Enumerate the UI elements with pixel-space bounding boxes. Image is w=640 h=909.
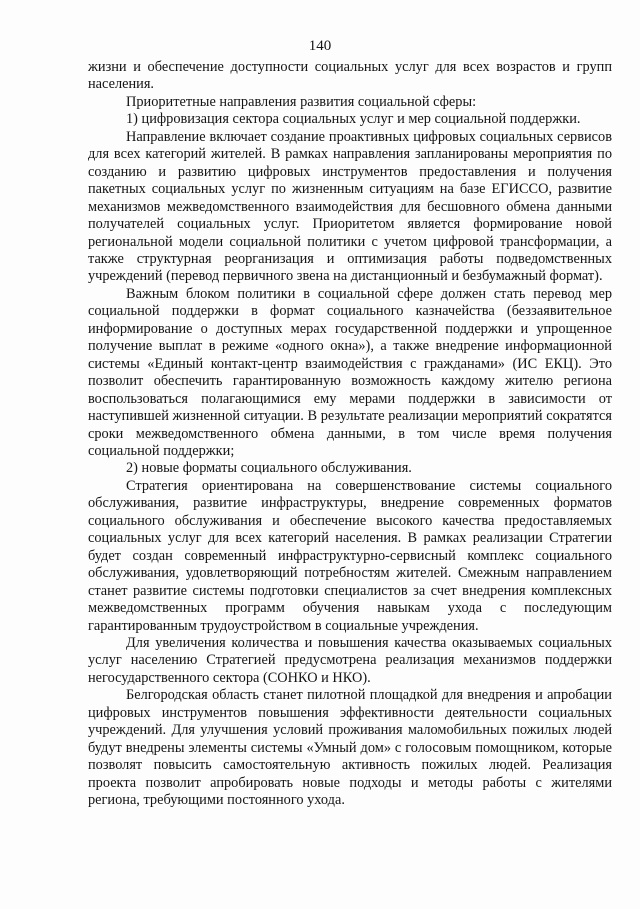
paragraph-item-2-heading: 2) новые форматы социального обслуживания. [126, 460, 412, 477]
paragraph-digital-services: Направление включает создание проактивных цифровых социальных сервисов для всех категорий жителей. В рамках направления запланированы мероприятия по созданию и развитию цифровых инструментов предоставления и получения пакетных социальных услуг по жизненным ситуациям на базе ЕГИССО, развитие механизмов межведомственного взаимодействия для бесшовного обмена данными получателей социальных услуг. Приоритетом является формирование новой региональной модели социальной политики с учетом цифровой трансформации, а также структурная реорганизация и оптимизация работы подведомственных учреждений (перевод первичного звена на дистанционный и безбумажный формат). [88, 128, 612, 285]
paragraph-belgorod-pilot: Белгородская область станет пилотной площадкой для внедрения и апробации цифровых инструментов повышения эффективности деятельности социальных учреждений. Для улучшения условий проживания маломобильных пожилых людей будут внедрены элементы системы «Умный дом» с голосовым помощником, которые позволят повысить самостоятельную активность пожилых людей. Реализация проекта позволит апробировать новые подходы и методы работы с жителями региона, требующими постоянного ухода. [88, 687, 612, 809]
paragraph-item-1-heading: 1) цифровизация сектора социальных услуг и мер социальной поддержки. [126, 111, 581, 128]
paragraph-strategy-services: Стратегия ориентирована на совершенствование системы социального обслуживания, развитие инфраструктуры, внедрение современных форматов социального обслуживания и обеспечение высокого качества предоставляемых социальных услуг для всех категорий населения. В рамках реализации Стратегии будет создан современный инфраструктурно-сервисный комплекс социального обслуживания, удовлетворяющий потребностям жителей. Смежным направлением станет развитие системы подготовки специалистов за счет внедрения комплексных межведомственных программ обучения навыкам ухода с последующим гарантированным трудоустройством в социальные учреждения. [88, 477, 612, 634]
paragraph-priorities-heading: Приоритетные направления развития социальной сферы: [126, 93, 477, 110]
page-number: 140 [308, 38, 332, 54]
paragraph-continuation: жизни и обеспечение доступности социальных услуг для всех возрастов и групп населения. [88, 59, 612, 93]
document-body [88, 59, 612, 809]
paragraph-social-treasury: Важным блоком политики в социальной сфере должен стать перевод мер социальной поддержки в формат социального казначейства (беззаявительное информирование о доступных мерах государственной поддержки и упрощенное получение выплат в режиме «одного окна»), а также внедрение информационной системы «Единый контакт-центр взаимодействия с гражданами» (ИС ЕКЦ). Это позволит обеспечить гарантированную возможность каждому жителю региона воспользоваться полагающимися ему мерами поддержки в зависимости от наступившей жизненной ситуации. В результате реализации мероприятий сократятся сроки межведомственного обмена данными, в том числе время получения социальной поддержки; [88, 285, 612, 459]
paragraph-nonprofit-support: Для увеличения количества и повышения качества оказываемых социальных услуг населению Стратегией предусмотрена реализация механизмов поддержки негосударственного сектора (СОНКО и НКО). [88, 634, 612, 686]
